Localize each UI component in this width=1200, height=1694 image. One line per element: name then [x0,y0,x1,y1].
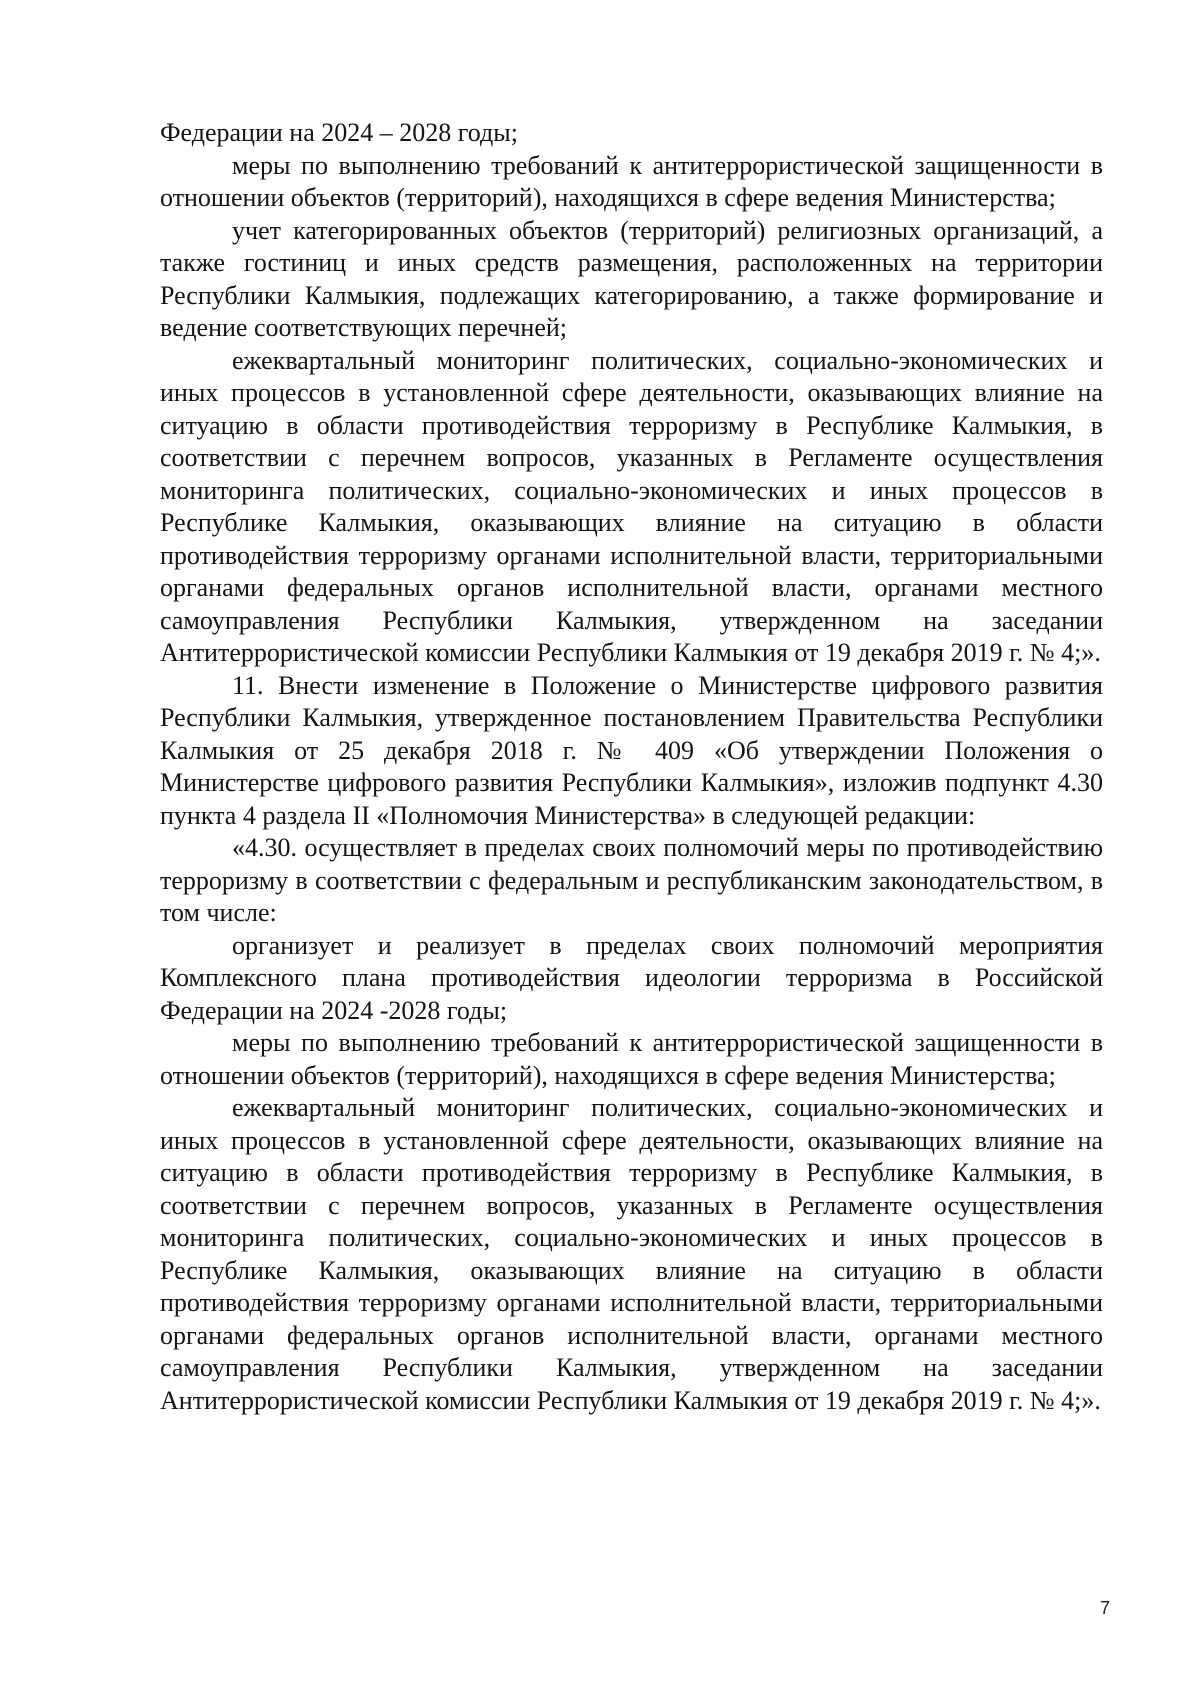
paragraph-item-11: 11. Внести изменение в Положение о Министерстве цифрового развития Республики Калмыкия, утвержденное постановлением Правительства Республики Калмыкия от 25 декабря 2018 г. № 409 «Об утверждении Положения о Министерстве цифрового развития Республики Калмыкия», изложив подпункт 4.30 пункта 4 раздела II «Полномочия Министерства» в следующей редакции: [160,670,1103,830]
paragraph: ежеквартальный мониторинг политических, социально-экономических и иных процессов в установленной сфере деятельности, оказывающих влияние на ситуацию в области противодействия терроризму в Республике Калмыкия, в соответствии с перечнем вопросов, указанных в Регламенте осуществления мониторинга политических, социально-экономических и иных процессов в Республике Калмыкия, оказывающих влияние на ситуацию в области противодействия терроризму органами исполнительной власти, территориальными органами федеральных органов исполнительной власти, органами местного самоуправления Республики Калмыкия, утвержденном на заседании Антитеррористической комиссии Республики Калмыкия от 19 декабря 2019 г. № 4;». [160,345,1103,667]
paragraph: Федерации на 2024 – 2028 годы; [160,118,518,147]
paragraph: меры по выполнению требований к антитеррористической защищенности в отношении объектов (территорий), находящихся в сфере ведения Министерства; [160,1028,1103,1090]
document-body [160,117,1103,1417]
paragraph: меры по выполнению требований к антитеррористической защищенности в отношении объектов (территорий), находящихся в сфере ведения Министерства; [160,150,1103,212]
paragraph: учет категорированных объектов (территорий) религиозных организаций, а также гостиниц и иных средств размещения, расположенных на территории Республики Калмыкия, подлежащих категорированию, а также формирование и ведение соответствующих перечней; [160,215,1103,342]
paragraph: ежеквартальный мониторинг политических, социально-экономических и иных процессов в установленной сфере деятельности, оказывающих влияние на ситуацию в области противодействия терроризму в Республике Калмыкия, в соответствии с перечнем вопросов, указанных в Регламенте осуществления мониторинга политических, социально-экономических и иных процессов в Республике Калмыкия, оказывающих влияние на ситуацию в области противодействия терроризму органами исполнительной власти, территориальными органами федеральных органов исполнительной власти, органами местного самоуправления Республики Калмыкия, утвержденном на заседании Антитеррористической комиссии Республики Калмыкия от 19 декабря 2019 г. № 4;». [160,1093,1103,1415]
paragraph: организует и реализует в пределах своих полномочий мероприятия Комплексного плана противодействия идеологии терроризма в Российской Федерации на 2024 -2028 годы; [160,930,1103,1025]
paragraph-subitem-4-30: «4.30. осуществляет в пределах своих полномочий меры по противодействию терроризму в соответствии с федеральным и республиканским законодательством, в том числе: [160,833,1103,927]
page-number: 7 [1099,1598,1110,1618]
